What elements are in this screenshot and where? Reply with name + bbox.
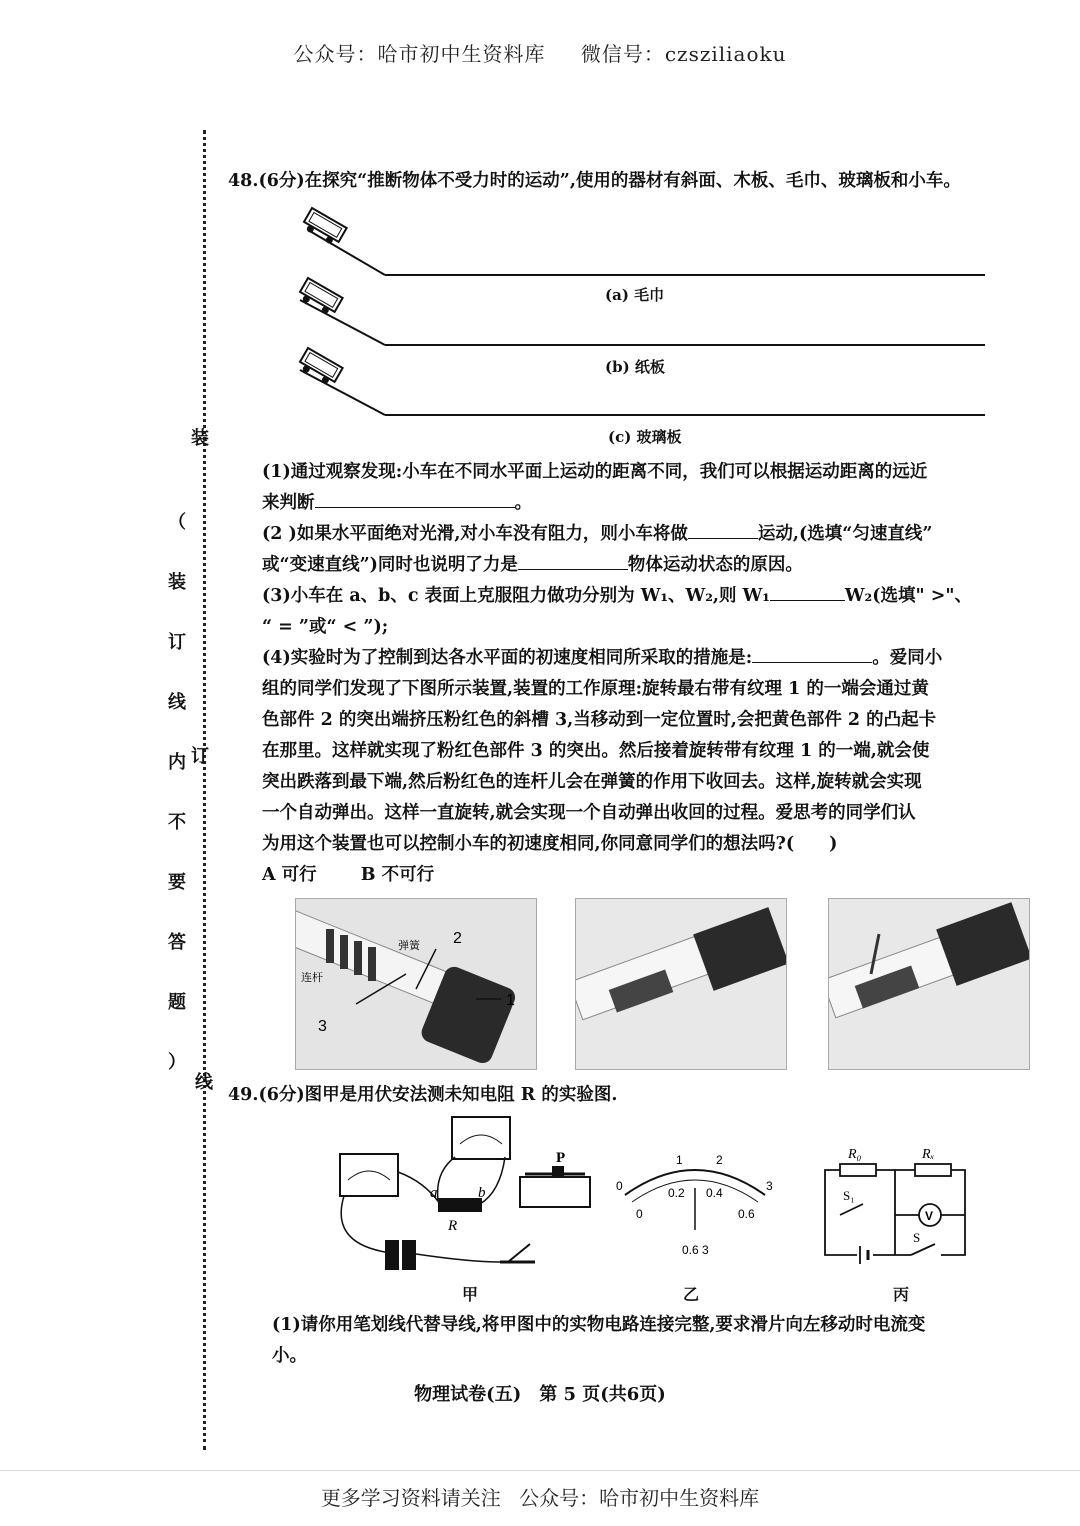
- q48-p1: [262, 457, 1042, 519]
- label-R: R: [448, 1218, 458, 1234]
- binding-char: 订: [168, 632, 186, 653]
- voltmeter-icon: [452, 1117, 510, 1159]
- q48-p4-text: 突出跌落到最下端,然后粉红色的连杆儿会在弹簧的作用下收回去。这样,旋转就会实现: [262, 772, 922, 792]
- q49-p1: [272, 1310, 1052, 1372]
- answer-blank[interactable]: [770, 582, 845, 601]
- label-rod: 连杆: [301, 972, 323, 984]
- label-b: b: [478, 1185, 486, 1201]
- dial-top-2: 2: [716, 1153, 723, 1167]
- binding-char: 线: [168, 692, 186, 713]
- binding-char: 装: [168, 572, 186, 593]
- page-footer: [0, 1482, 1080, 1511]
- q48-p2: [262, 519, 1042, 581]
- q49-p1-text: 小。: [272, 1346, 307, 1366]
- footer-divider: [0, 1470, 1080, 1471]
- figure-yi-meter: [610, 1150, 780, 1260]
- dial-terminals: 0.6 3: [682, 1243, 709, 1257]
- resistor-rx: [915, 1164, 951, 1176]
- rheostat-icon: [520, 1166, 590, 1207]
- binding-char: 题: [168, 992, 186, 1013]
- ramp-a: [301, 208, 985, 275]
- dial-bottom-0: 0: [636, 1207, 643, 1221]
- q48-p4-text: 在那里。这样就实现了粉红色部件 3 的突出。然后接着旋转带有纹理 1 的一端,就会使: [262, 741, 930, 761]
- label-spring: 弹簧: [398, 940, 420, 952]
- ramp-figure: [290, 200, 1000, 440]
- label-3: 3: [318, 1018, 327, 1035]
- answer-blank[interactable]: [315, 489, 515, 508]
- dial-top-0: 0: [616, 1179, 623, 1193]
- page-number: 物理试卷(五) 第 5 页(共6页): [414, 1384, 666, 1405]
- header-wechat: 微信号：czsziliaoku: [580, 42, 787, 66]
- q48-p2-text: 或“变速直线”)同时也说明了力是: [262, 555, 518, 575]
- q48-body: [262, 457, 1042, 891]
- device-photo-2: [575, 898, 787, 1070]
- binding-notice: [165, 508, 189, 1108]
- label-P: P: [556, 1150, 566, 1166]
- q48-p2-text: 运动,(选填“匀速直线”: [757, 524, 933, 544]
- footer-account: 公众号：哈市初中生资料库: [519, 1486, 760, 1510]
- q48-p3-text: (3)小车在 a、b、c 表面上克服阻力做功分别为 W₁、W₂,则 W₁: [262, 586, 770, 606]
- footer-follow: 更多学习资料请关注: [320, 1486, 501, 1510]
- header-public-account: 公众号：哈市初中生资料库: [293, 42, 546, 66]
- binding-char: 内: [168, 752, 186, 773]
- q48-p3-text: “ = ”或“ < ”);: [262, 617, 389, 637]
- q48-options: [262, 860, 1042, 891]
- caption-jia: 甲: [462, 1285, 479, 1304]
- battery-icon: [385, 1240, 416, 1270]
- binding-char: 要: [168, 872, 186, 893]
- binding-ding: 订: [191, 746, 209, 767]
- q48-p4-text: 色部件 2 的突出端挤压粉红色的斜槽 3,当移动到一定位置时,会把黄色部件 2 的凸起卡: [262, 710, 937, 730]
- label-Rx: Rₓ: [922, 1147, 935, 1162]
- caption-a: (a) 毛巾: [605, 286, 665, 304]
- device-photo-3: [828, 898, 1030, 1070]
- resistor-r0: [840, 1164, 876, 1176]
- cart-icon: [297, 348, 343, 387]
- q48-p4-text: 。爱同小: [872, 648, 943, 668]
- page-header: [0, 38, 1080, 67]
- figure-bing-schematic: [815, 1140, 975, 1265]
- binding-char: 不: [168, 812, 186, 833]
- q48-title: 48.(6分)在探究“推断物体不受力时的运动”,使用的器材有斜面、木板、毛巾、玻璃板和小车。: [228, 171, 961, 191]
- binding-char: 答: [168, 932, 186, 953]
- q48-p2-text: (2 )如果水平面绝对光滑,对小车没有阻力，则小车将做: [262, 524, 688, 544]
- q48-p4-text: 为用这个装置也可以控制小车的初速度相同,你同意同学们的想法吗?( ): [262, 834, 838, 854]
- q49-p1-text: (1)请你用笔划线代替导线,将甲图中的实物电路连接完整,要求滑片向左移动时电流变: [272, 1315, 926, 1335]
- q48-p3: [262, 581, 1042, 643]
- label-2: 2: [453, 930, 462, 947]
- binding-char: ）: [168, 1052, 186, 1073]
- figure-jia-circuit: [330, 1112, 605, 1287]
- binding-char: （: [168, 512, 186, 533]
- answer-blank[interactable]: [752, 644, 872, 663]
- dial-bottom-1: 0.2: [668, 1186, 685, 1200]
- q48-p4-text: 一个自动弹出。这样一直旋转,就会实现一个自动弹出收回的过程。爱思考的同学们认: [262, 803, 916, 823]
- label-V: V: [925, 1209, 934, 1223]
- label-S: S: [913, 1230, 921, 1245]
- dial-bottom-3: 0.6: [738, 1207, 755, 1221]
- q48-p2-text: 物体运动状态的原因。: [627, 555, 803, 575]
- binding-xian: 线: [195, 1072, 213, 1093]
- q48-p4: [262, 643, 1042, 860]
- q48-p1-text: (1)通过观察发现:小车在不同水平面上运动的距离不同，我们可以根据运动距离的远近: [262, 462, 928, 482]
- q48-p1-text: 来判断: [262, 493, 315, 513]
- label-1: 1: [506, 992, 515, 1009]
- q48-p4-text: 组的同学们发现了下图所示装置,装置的工作原理:旋转最右带有纹理 1 的一端会通过黄: [262, 679, 929, 699]
- label-R0: R₀: [848, 1147, 862, 1162]
- caption-c: (c) 玻璃板: [608, 428, 682, 446]
- option-b[interactable]: B 不可行: [360, 865, 435, 885]
- caption-bing: 丙: [893, 1285, 910, 1304]
- option-a[interactable]: A 可行: [262, 865, 317, 885]
- caption-b: (b) 纸板: [605, 358, 665, 376]
- q49-title: 49.(6分)图甲是用伏安法测未知电阻 R 的实验图.: [228, 1085, 618, 1105]
- binding-line: [203, 130, 206, 1450]
- q48-p1-text: 。: [514, 493, 532, 513]
- switch-icon: [500, 1244, 535, 1262]
- resistor-icon: [438, 1198, 482, 1212]
- dial-top-3: 3: [766, 1179, 773, 1193]
- cart-icon: [301, 208, 347, 247]
- cart-icon: [297, 278, 343, 317]
- answer-blank[interactable]: [518, 551, 628, 570]
- dial-top-1: 1: [676, 1153, 683, 1167]
- answer-blank[interactable]: [688, 520, 758, 539]
- label-S1: S₁: [843, 1188, 855, 1203]
- device-photo-1: [295, 898, 537, 1070]
- binding-zhuang: 装: [191, 428, 209, 449]
- q48-p3-text: W₂(选填" >"、: [844, 586, 972, 606]
- label-a: a: [430, 1185, 438, 1201]
- q48-p4-text: (4)实验时为了控制到达各水平面的初速度相同所采取的措施是:: [262, 648, 753, 668]
- caption-yi: 乙: [683, 1285, 700, 1304]
- ammeter-icon: [340, 1154, 398, 1196]
- dial-bottom-2: 0.4: [706, 1186, 723, 1200]
